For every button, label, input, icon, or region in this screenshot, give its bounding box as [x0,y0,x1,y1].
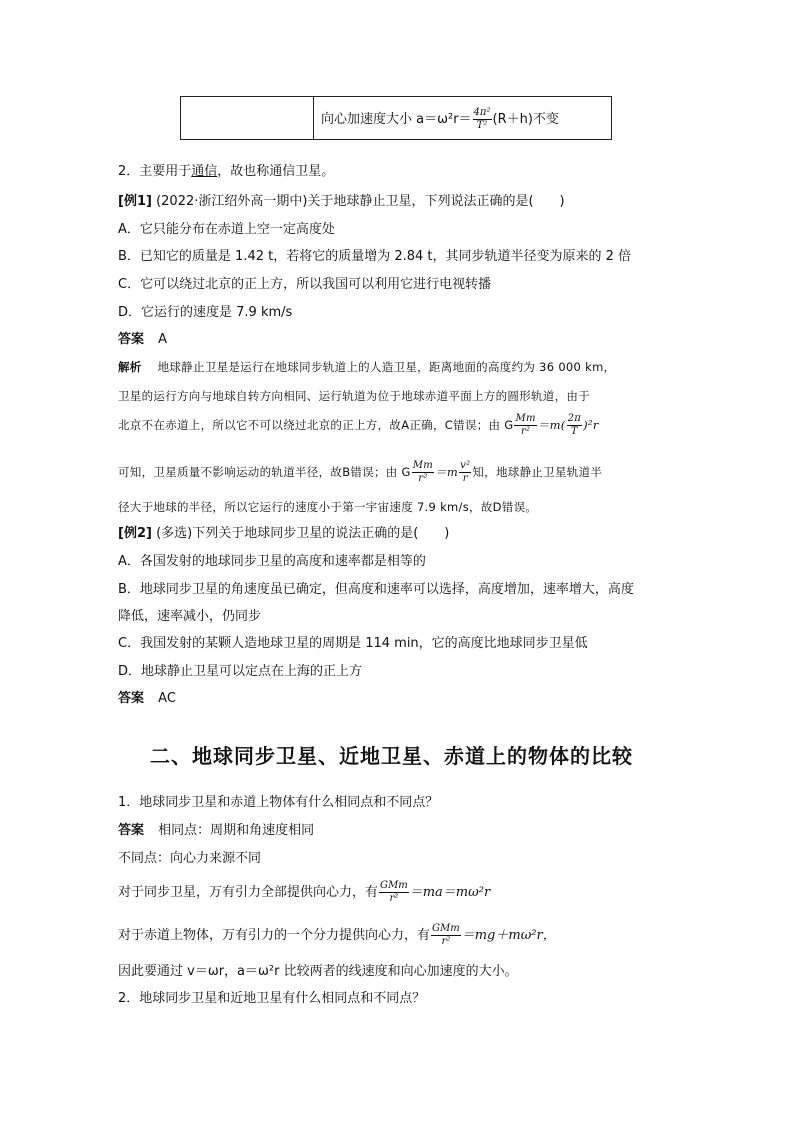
option-d: D．地球静止卫星可以定点在上海的正上方 [118,664,363,679]
example-tag: [例2] [118,526,152,541]
option-b: B．地球同步卫星的角速度虽已确定，但高度和速率可以选择，高度增加，速率增大，高度 [118,582,634,597]
example-tag: [例1] [118,194,152,209]
option-d: D．它运行的速度是 7.9 km/s [118,305,293,320]
option-b: B．已知它的质量是 1.42 t，若将它的质量增为 2.84 t，其同步轨道半径变为原来的 2 倍 [118,249,632,264]
answer-label: 答案 [118,691,145,706]
answer-line [118,331,167,349]
option-b-cont: 降低，速率减小，仍同步 [118,609,262,624]
fraction: $\frac{2\pi}{T}$ [567,413,582,437]
table-cell [321,107,559,132]
table-row [180,96,612,140]
equator-object-line: 对于赤道上物体，万有引力的一个分力提供向心力，有 $\frac{\text{GMm}}{\text{r²}}$ ＝mg＋mω²r， [118,923,556,947]
question-1: 1．地球同步卫星和赤道上物体有什么相同点和不同点？ [118,795,439,810]
option-a: A．各国发射的地球同步卫星的高度和速率都是相等的 [118,554,426,569]
example-2-question: [例2] (多选)下列关于地球同步卫星的说法正确的是( ) [118,526,450,541]
cell-text: 向心加速度大小 a＝ω²r＝ [321,112,472,127]
fraction: $\frac{\text{GMm}}{\text{r²}}$ [432,923,460,947]
question-2: 2．地球同步卫星和近地卫星有什么相同点和不同点？ [118,991,426,1006]
fraction: $\frac{\text{GMm}}{\text{r²}}$ [380,880,408,904]
fraction: $\frac{\text{v²}}{r}$ [460,460,471,484]
cell-tail: (R＋h)不变 [492,112,559,127]
fraction: $\frac{Mm}{\text{r²}}$ [515,413,536,437]
analysis-line-3: 北京不在赤道上，所以它不可以绕过北京的正上方，故A正确，C错误；由 G $\frac{Mm}{\text{r²}}$ ＝m( $\frac{2\pi}{T}$ )²r [118,413,599,437]
sync-satellite-line: 对于同步卫星，万有引力全部提供向心力，有 $\frac{\text{GMm}}{\text{r²}}$ ＝ma＝mω²r [118,880,491,904]
analysis-line-2: 卫星的运行方向与地球自转方向相同、运行轨道为位于地球赤道平面上方的圆形轨道，由于 [118,389,590,403]
fraction: $\frac{Mm}{\text{r²}}$ [412,460,434,484]
point-2: 2．主要用于通信，故也称通信卫星。 [118,164,335,179]
example-1-question: [例1] (2022·浙江绍外高一期中)关于地球静止卫星，下列说法正确的是( ) [118,194,565,209]
fraction: $\frac{\text{4π²}}{\text{T²}}$ [473,107,491,131]
answer-value: A [158,332,168,347]
compare-line: 因此要通过 v＝ωr，a＝ω²r 比较两者的线速度和向心加速度的大小。 [118,964,518,979]
answer-label: 答案 [118,823,145,838]
option-c: C．我国发射的某颗人造地球卫星的周期是 114 min，它的高度比地球同步卫星低 [118,636,588,651]
underlined-term: 通信 [191,164,218,179]
analysis-line-1: 解析 地球静止卫星是运行在地球同步轨道上的人造卫星，距离地面的高度约为 36 000 km， [118,360,616,374]
analysis-line-4: 可知，卫星质量不影响运动的轨道半径，故B错误；由 G $\frac{Mm}{\text{r²}}$ ＝m $\frac{\text{v²}}{r}$ 知，地球静止卫星轨道半 [118,460,603,484]
section-heading: 二、地球同步卫星、近地卫星、赤道上的物体的比较 [150,744,633,768]
difference-line: 不同点：向心力来源不同 [118,851,262,866]
analysis-line-5: 径大于地球的半径，所以它运行的速度小于第一宇宙速度 7.9 km/s，故D错误。 [118,500,538,514]
answer-line [118,690,176,708]
answer-value: AC [158,691,176,706]
option-a: A．它只能分布在赤道上空一定高度处 [118,222,335,237]
analysis-label: 解析 [118,360,142,374]
answer-line: 答案 相同点：周期和角速度相同 [118,823,315,838]
option-c: C．它可以绕过北京的正上方，所以我国可以利用它进行电视转播 [118,277,492,292]
table-divider [313,97,314,139]
answer-label: 答案 [118,332,145,347]
